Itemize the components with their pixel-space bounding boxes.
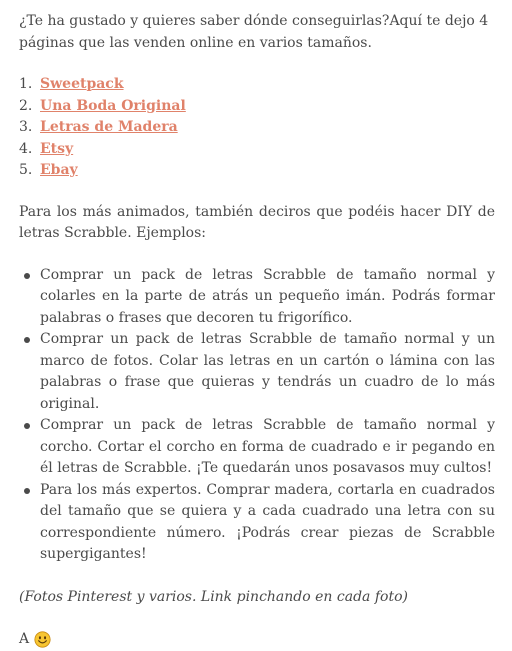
- signoff-text: A: [19, 631, 30, 647]
- example-item: [40, 329, 495, 415]
- intro-paragraph: ¿Te ha gustado y quieres saber dónde conseguirlas?Aquí te dejo 4 páginas que las venden online en varios tamaños.: [19, 13, 489, 51]
- shop-link-sweetpack[interactable]: Sweetpack: [40, 76, 124, 92]
- example-item: [40, 415, 495, 480]
- shop-list-item: [19, 96, 495, 118]
- bullet-icon: [24, 337, 30, 343]
- bullet-icon: [24, 488, 30, 494]
- shop-link-una-boda-original[interactable]: Una Boda Original: [40, 97, 186, 114]
- diy-paragraph: Para los más animados, también deciros que podéis hacer DIY de letras Scrabble. Ejemplos:: [19, 203, 495, 241]
- example-text: Comprar un pack de letras Scrabble de tamaño normal y un marco de fotos. Colar las letras en un cartón o lámina con las palabras o frase que quieras y tendrás un cuadro de lo más original.: [40, 331, 495, 412]
- list-number: 5.: [19, 162, 33, 178]
- shop-link-etsy[interactable]: Etsy: [40, 140, 74, 157]
- bullet-icon: [24, 423, 30, 429]
- shop-link-letras-de-madera[interactable]: Letras de Madera: [40, 119, 178, 135]
- bullet-icon: [24, 273, 30, 279]
- shop-list-item: [19, 160, 495, 182]
- example-text: Comprar un pack de letras Scrabble de tamaño normal y corcho. Cortar el corcho en forma de cuadrado e ir pegando en él letras de Scrabble. ¡Te quedarán unos posavasos muy cultos!: [40, 417, 495, 476]
- smiley-icon: [34, 631, 51, 648]
- shop-list-item: [19, 74, 495, 96]
- list-number: 1.: [19, 76, 33, 92]
- list-number: 4.: [19, 140, 33, 157]
- example-item: [40, 480, 495, 566]
- shop-list-item: [19, 139, 495, 161]
- examples-list: [19, 265, 495, 566]
- example-item: [40, 265, 495, 330]
- example-text: Comprar un pack de letras Scrabble de tamaño normal y colarles en la parte de atrás un pequeño imán. Podrás formar palabras o frases que decoren tu frigorífico.: [40, 266, 495, 326]
- example-text: Para los más expertos. Comprar madera, cortarla en cuadrados del tamaño que se quiera y a cada cuadrado una letra con su correspondiente número. ¡Podrás crear piezas de Scrabble supergigantes!: [40, 481, 495, 562]
- photo-credit-caption: (Fotos Pinterest y varios. Link pinchando en cada foto): [19, 588, 408, 605]
- shop-list-item: [19, 117, 495, 139]
- signoff: [19, 629, 495, 651]
- shop-link-ebay[interactable]: Ebay: [40, 162, 78, 178]
- shop-list: [19, 74, 495, 182]
- list-number: 3.: [19, 119, 33, 135]
- list-number: 2.: [19, 97, 33, 114]
